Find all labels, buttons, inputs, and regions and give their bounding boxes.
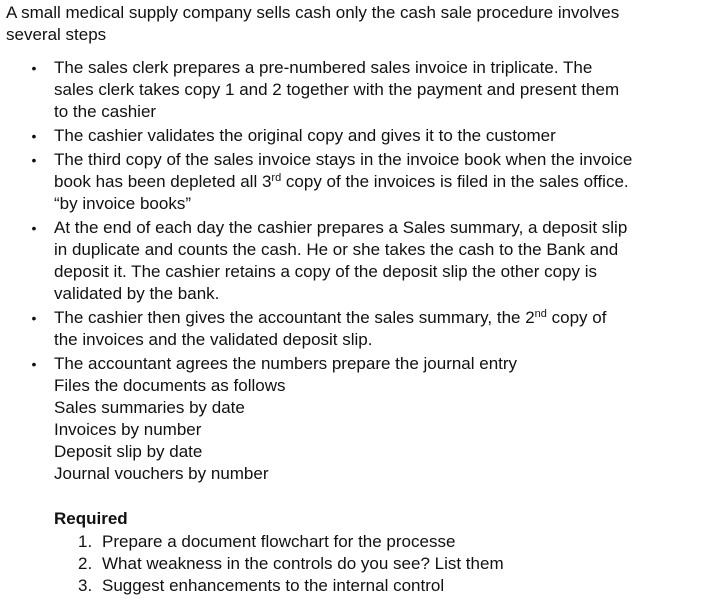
ordinal-superscript: rd — [271, 172, 282, 184]
bullet-line: Invoices by number — [54, 420, 202, 439]
bullet-item-accountant-files — [0, 353, 634, 485]
bullet-line: Journal vouchers by number — [54, 464, 269, 483]
bullet-line: Sales summaries by date — [54, 398, 245, 417]
bullet-text: The sales clerk prepares a pre-numbered sales invoice in triplicate. The sales clerk takes copy 1 and 2 together with the payment and present them to the cashier — [54, 58, 620, 121]
bullet-item-end-of-day — [0, 217, 634, 305]
bullet-item-cashier-validates — [0, 125, 634, 147]
ordinal-superscript: nd — [534, 308, 547, 320]
bullet-dot: • — [31, 128, 37, 144]
required-heading: Required — [54, 509, 128, 528]
required-item — [0, 531, 504, 553]
bullet-dot: • — [31, 60, 37, 76]
bullet-item-sales-clerk — [0, 57, 634, 123]
item-number: 1. — [78, 532, 93, 551]
bullet-item-third-copy — [0, 149, 634, 215]
bullet-line: Deposit slip by date — [54, 442, 203, 461]
required-item — [0, 553, 504, 575]
item-text: Suggest enhancements to the internal control — [102, 576, 445, 595]
item-number: 2. — [78, 554, 93, 573]
bullet-dot: • — [31, 356, 37, 372]
bullet-dot: • — [31, 220, 37, 236]
bullet-text-a: The cashier then gives the accountant the sales summary, the 2 — [54, 308, 535, 327]
intro-paragraph: A small medical supply company sells cash only the cash sale procedure involves several steps — [6, 3, 620, 44]
bullet-text-b: copy of the invoices is filed in the sales office. “by invoice books” — [54, 172, 629, 213]
required-numbered-list — [0, 531, 504, 597]
bullet-item-accountant-handoff — [0, 307, 634, 351]
bullet-text: The cashier validates the original copy and gives it to the customer — [54, 126, 556, 145]
bullet-text: At the end of each day the cashier prepares a Sales summary, a deposit slip in duplicate and counts the cash. He or she takes the cash to the Bank and deposit it. The cashier retains a copy of the deposit slip the other copy is validated by the bank. — [54, 218, 628, 303]
item-text: What weakness in the controls do you see? List them — [102, 554, 504, 573]
item-number: 3. — [78, 576, 93, 595]
procedure-bullet-list — [0, 57, 709, 487]
item-text: Prepare a document flowchart for the processe — [102, 532, 456, 551]
bullet-text-b: copy of the invoices and the validated deposit slip. — [54, 308, 607, 349]
bullet-dot: • — [31, 310, 37, 326]
required-item — [0, 575, 504, 597]
bullet-text-a: The third copy of the sales invoice stays in the invoice book when the invoice book has been depleted all 3 — [54, 150, 633, 191]
bullet-line: The accountant agrees the numbers prepare the journal entry — [54, 354, 518, 373]
bullet-line: Files the documents as follows — [54, 376, 286, 395]
bullet-dot: • — [31, 152, 37, 168]
